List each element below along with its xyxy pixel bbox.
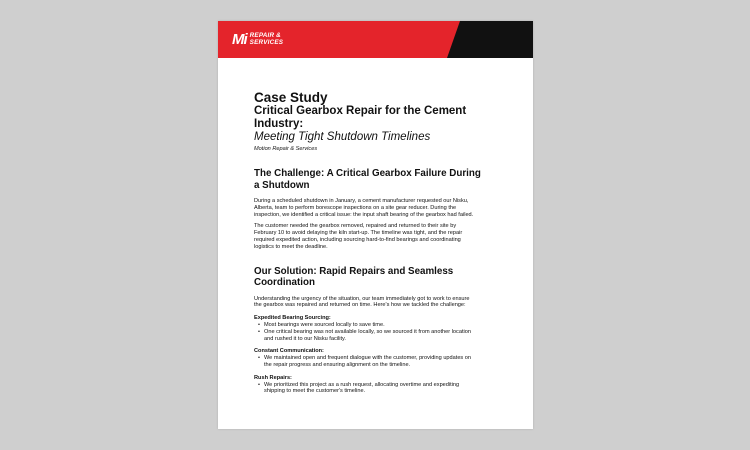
case-study-title: Critical Gearbox Repair for the Cement Industry: [254, 105, 467, 130]
challenge-paragraph-2 [254, 223, 512, 250]
solution-heading-line-2: Coordination [254, 277, 315, 289]
challenge-heading [254, 168, 512, 191]
text-line: Alberta, team to perform borescope inspections on a site gear reducer. During the [254, 204, 457, 211]
list-item [264, 329, 512, 343]
case-study-author: Motion Repair & Services [254, 146, 318, 152]
text-line: • Most bearings were sourced locally to save time. [264, 321, 385, 328]
text-line: • We prioritized this project as a rush request, allocating overtime and expediting [264, 381, 460, 388]
logo-line-2: SERVICES [249, 39, 284, 46]
solution-heading [254, 266, 512, 289]
bullet-list [254, 382, 512, 396]
challenge-paragraph-1 [254, 198, 512, 218]
case-study-subtitle: Meeting Tight Shutdown Timelines [254, 131, 431, 143]
bullet-list [254, 355, 512, 369]
document-page [218, 21, 533, 429]
banner-black-accent [447, 21, 533, 58]
text-line: February 10 to avoid delaying the kiln start-up. The timeline was tight, and the repair [254, 230, 463, 237]
text-line: During a scheduled shutdown in January, a cement manufacturer requested our Nisku, [254, 198, 469, 204]
solution-heading-line-1: Our Solution: Rapid Repairs and Seamless [254, 265, 454, 277]
text-line: • One critical bearing was not available locally, so we sourced it from another location [264, 328, 471, 335]
subsection-title: Expedited Bearing Sourcing: [254, 315, 331, 322]
text-line: shipping to meet the customer's timeline. [264, 388, 366, 395]
text-line: logistics to meet the deadline. [254, 243, 328, 250]
list-item [264, 322, 512, 329]
header-banner [218, 21, 533, 58]
brand-logo [232, 33, 283, 47]
subsection-title: Constant Communication: [254, 348, 324, 355]
solution-intro [254, 296, 512, 310]
challenge-heading-line-2: a Shutdown [254, 179, 310, 191]
logo-mark-icon: Mi [232, 31, 247, 48]
challenge-heading-line-1: The Challenge: A Critical Gearbox Failure During [254, 168, 481, 179]
text-line: the repair progress and ensuring alignment on the timeline. [264, 361, 411, 368]
list-item [264, 382, 512, 396]
text-line: required expedited action, including sourcing hard-to-find bearings and coordinating [254, 236, 461, 243]
solution-section [254, 266, 512, 396]
case-study-label: Case Study [254, 90, 328, 105]
bullet-list [254, 322, 512, 342]
text-line: Understanding the urgency of the situation, our team immediately got to work to ensure [254, 295, 470, 302]
text-line: the gearbox was repaired and returned on time. Here's how we tackled the challenge: [254, 302, 466, 309]
text-line: and rushed it to our Nisku facility. [264, 335, 346, 342]
logo-line-1: REPAIR & [249, 32, 281, 40]
text-line: inspection, we identified a critical issue: the input shaft bearing of the gearbox had failed. [254, 211, 474, 218]
document-content [254, 90, 512, 395]
text-line: • We maintained open and frequent dialogue with the customer, providing updates on [264, 355, 472, 362]
list-item [264, 355, 512, 369]
challenge-section [254, 168, 512, 251]
text-line: The customer needed the gearbox removed, repaired and returned to their site by [254, 223, 457, 230]
subsection-title: Rush Repairs: [254, 374, 292, 381]
logo-text [250, 33, 283, 46]
